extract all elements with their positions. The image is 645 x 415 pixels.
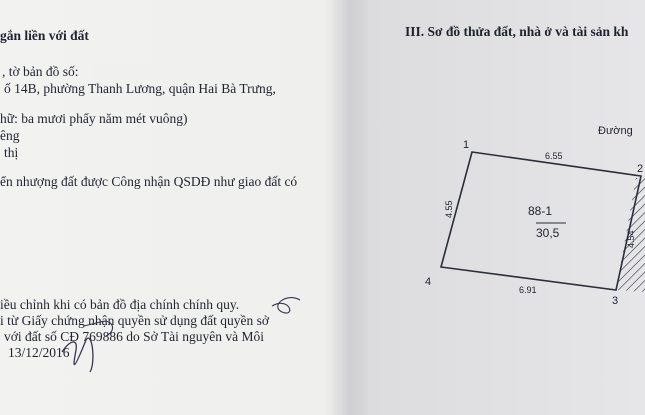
right-heading: III. Sơ đồ thửa đất, nhà ở và tài sản kh (405, 24, 629, 39)
from-cert-line: i từ Giấy chứng nhận quyền sử dụng đất quyền sở (0, 313, 270, 328)
area-words-line: hữ: ba mươi phẩy năm mét vuông) (0, 111, 188, 126)
edge-left-length: 4.55 (444, 200, 454, 218)
plot-area: 30,5 (536, 226, 560, 240)
adjust-line: iều chỉnh khi có bản đồ địa chính chính quy. (0, 297, 240, 312)
plot-boundary (441, 152, 644, 290)
use-form-line: êng (0, 128, 20, 143)
address-line: ố 14B, phường Thanh Lương, quận Hai Bà Trưng, (4, 81, 276, 96)
edge-right-length: 4.54 (626, 230, 636, 248)
vertex-3-label: 3 (612, 295, 619, 307)
cert-number-line: với đất số CĐ 769886 do Sở Tài nguyên và Môi (4, 329, 265, 344)
origin-line: ển nhượng đất được Công nhận QSDĐ như giao đất có (0, 174, 298, 189)
edge-top-length: 6.55 (545, 151, 563, 161)
map-sheet-line: , tờ bản đồ số: (2, 64, 79, 79)
edge-bottom-length: 6.91 (519, 285, 537, 295)
vertex-4-label: 4 (425, 276, 432, 288)
road-label: Đường (598, 125, 633, 137)
land-type-line: thị (4, 145, 19, 160)
date-line: 13/12/2016 (8, 345, 70, 360)
vertex-1-label: 1 (463, 139, 470, 151)
plot-number: 88-1 (528, 204, 553, 218)
left-heading: gắn liền với đất (0, 28, 89, 43)
vertex-2-label: 2 (637, 163, 644, 175)
